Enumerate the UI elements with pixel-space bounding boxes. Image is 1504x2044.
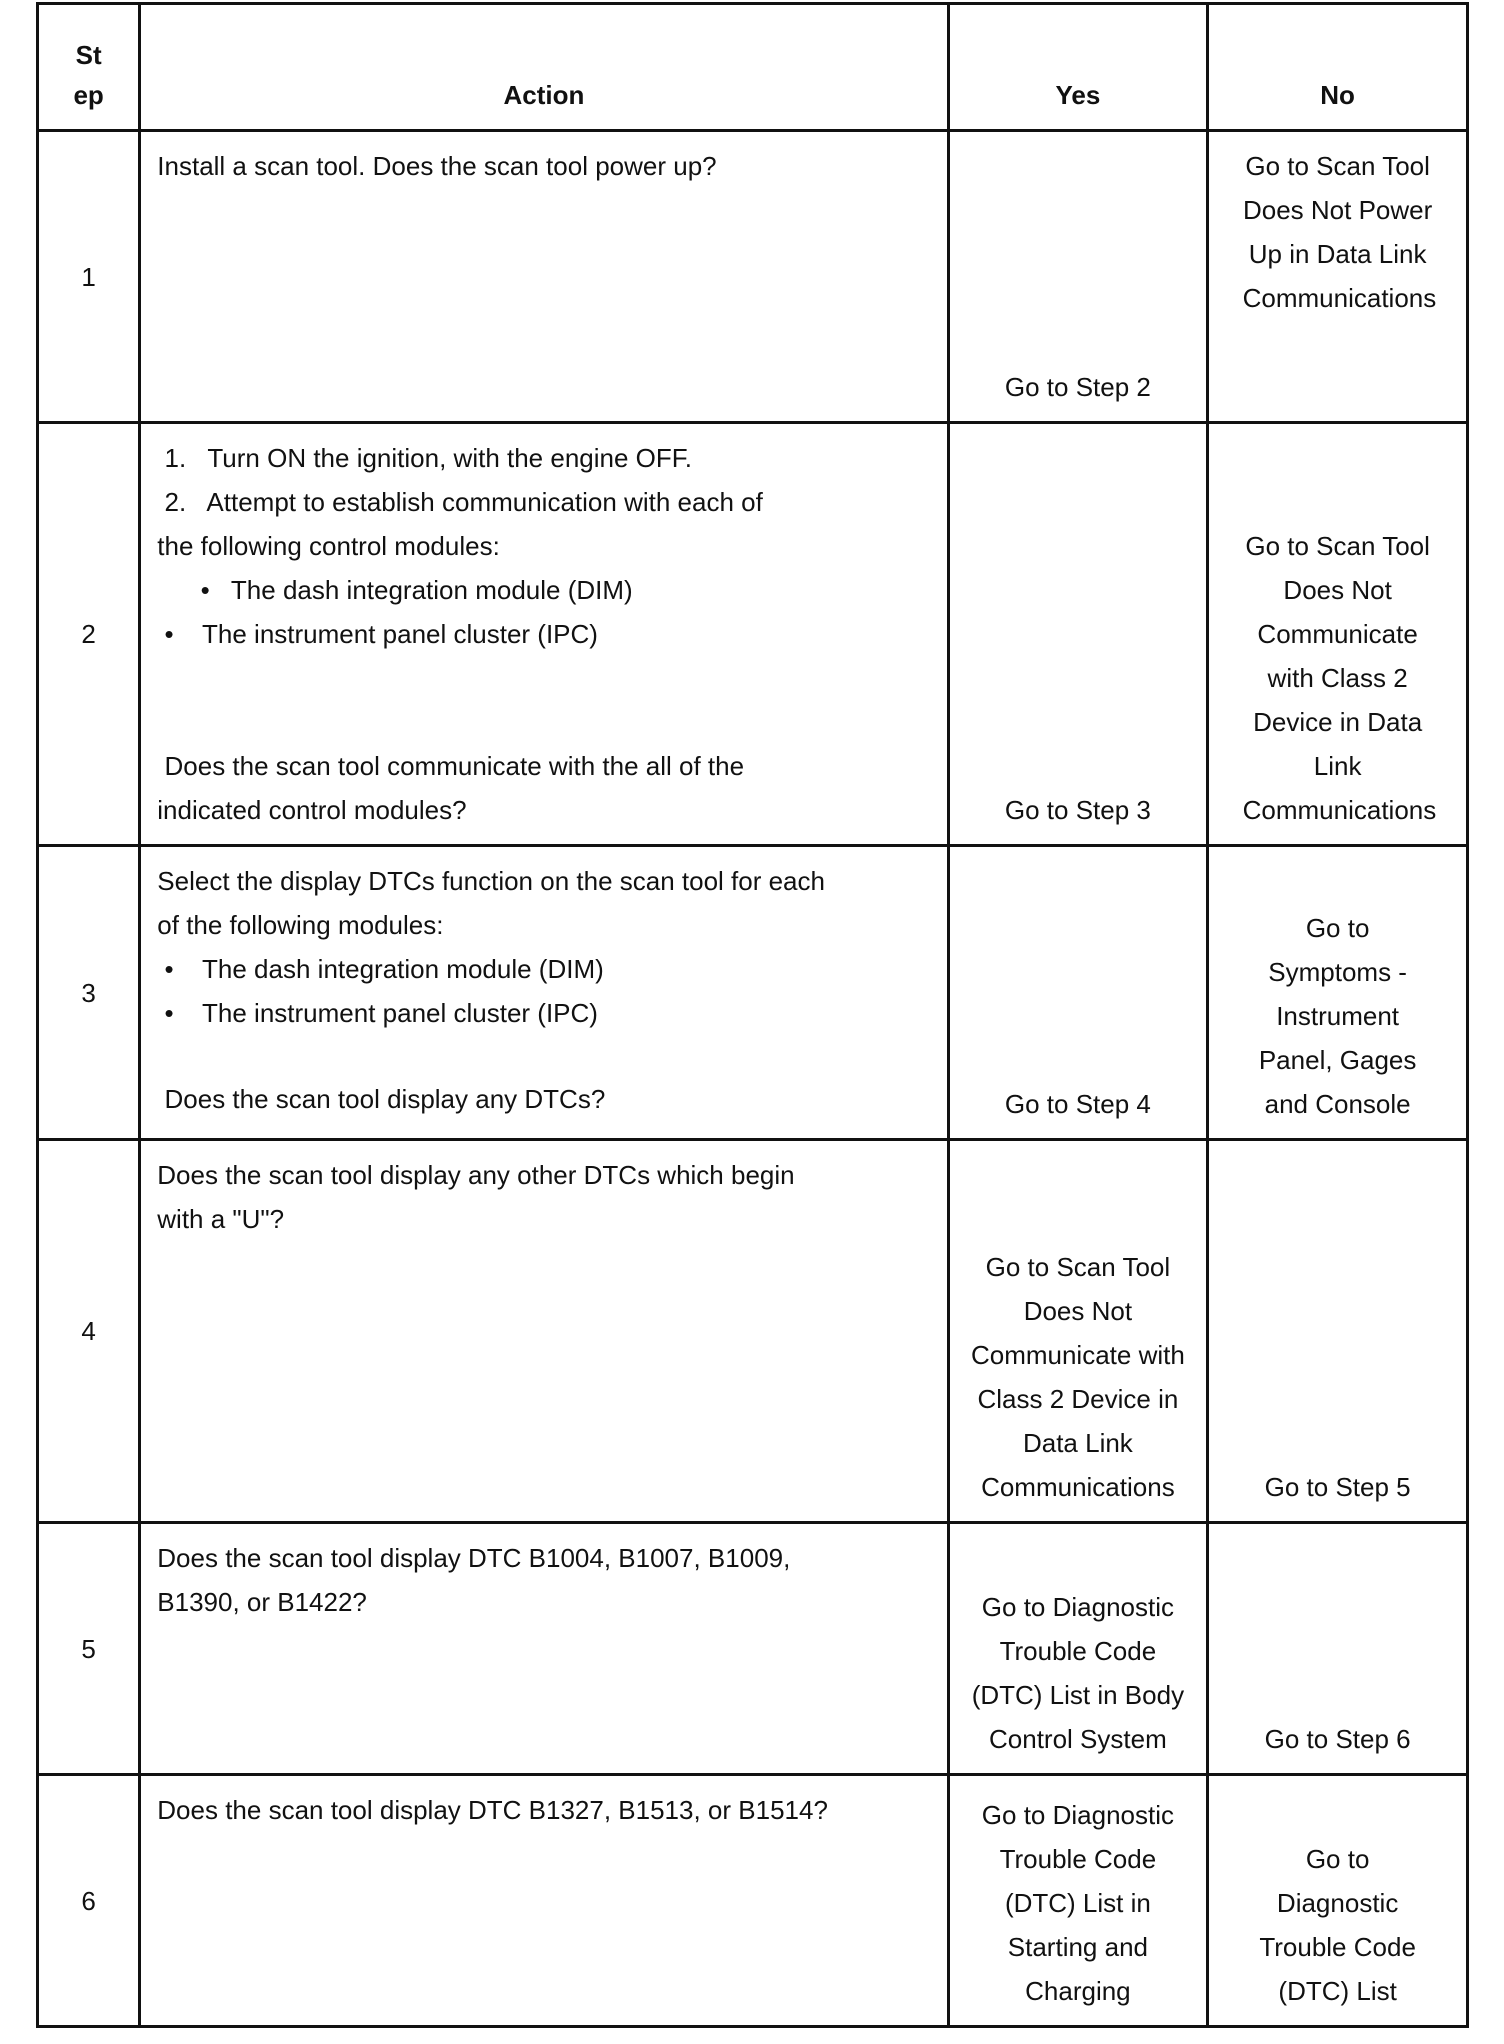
step-number: 3	[38, 846, 140, 1140]
no-link[interactable]: Go to Step 6	[1264, 1724, 1411, 1754]
no-link[interactable]: Go to Scan Tool Does Not Power Up in Data Link Communications	[1242, 151, 1437, 313]
action-line: • The instrument panel cluster (IPC)	[157, 619, 598, 649]
action-line: • The dash integration module (DIM)	[157, 954, 604, 984]
yes-cell	[948, 131, 1208, 423]
action-line: Does the scan tool display any other DTCs which begin	[157, 1160, 795, 1190]
header-yes: Yes	[948, 4, 1208, 131]
table-row	[38, 1775, 1468, 2027]
yes-link[interactable]: Go to Scan Tool Does Not Communicate with Class 2 Device in Data Link Communications	[970, 1252, 1185, 1502]
action-line: 1. Turn ON the ignition, with the engine OFF.	[157, 443, 692, 473]
no-cell	[1208, 1775, 1468, 2027]
action-line: indicated control modules?	[157, 795, 467, 825]
no-link[interactable]: Go to Diagnostic Trouble Code (DTC) List	[1259, 1844, 1416, 2006]
no-cell	[1208, 1523, 1468, 1775]
yes-link[interactable]: Go to Diagnostic Trouble Code (DTC) List in Starting and Charging	[981, 1800, 1174, 2006]
no-cell	[1208, 846, 1468, 1140]
action-line: of the following modules:	[157, 910, 444, 940]
table-row	[38, 131, 1468, 423]
yes-link[interactable]: Go to Step 3	[1004, 795, 1151, 825]
action-line: Does the scan tool display any DTCs?	[157, 1084, 606, 1114]
action-line: B1390, or B1422?	[157, 1587, 367, 1617]
table-row	[38, 846, 1468, 1140]
table-row	[38, 423, 1468, 846]
yes-link[interactable]: Go to Step 4	[1004, 1089, 1151, 1119]
action-line: the following control modules:	[157, 531, 500, 561]
no-cell	[1208, 131, 1468, 423]
header-action: Action	[140, 4, 948, 131]
diagnostic-table	[36, 2, 1469, 2028]
yes-cell	[948, 423, 1208, 846]
action-line: Does the scan tool communicate with the all of the	[157, 751, 745, 781]
no-link[interactable]: Go to Scan Tool Does Not Communicate with Class 2 Device in Data Link Communications	[1242, 531, 1437, 825]
yes-link[interactable]: Go to Diagnostic Trouble Code (DTC) List in Body Control System	[971, 1592, 1185, 1754]
step-number: 5	[38, 1523, 140, 1775]
table-row	[38, 1523, 1468, 1775]
step-number: 1	[38, 131, 140, 423]
step-number: 2	[38, 423, 140, 846]
yes-cell	[948, 1140, 1208, 1523]
action-line: Install a scan tool. Does the scan tool power up?	[157, 151, 717, 181]
yes-cell	[948, 846, 1208, 1140]
yes-link[interactable]: Go to Step 2	[1004, 372, 1151, 402]
action-cell	[140, 1140, 948, 1523]
action-line: Does the scan tool display DTC B1004, B1007, B1009,	[157, 1543, 791, 1573]
action-cell	[140, 846, 948, 1140]
step-number: 6	[38, 1775, 140, 2027]
action-line: with a "U"?	[157, 1204, 285, 1234]
action-line: Does the scan tool display DTC B1327, B1513, or B1514?	[157, 1795, 828, 1825]
table-row	[38, 1140, 1468, 1523]
action-cell	[140, 131, 948, 423]
yes-cell	[948, 1775, 1208, 2027]
action-cell	[140, 1523, 948, 1775]
no-link[interactable]: Go to Step 5	[1264, 1472, 1411, 1502]
header-no: No	[1208, 4, 1468, 131]
action-cell	[140, 1775, 948, 2027]
action-line: • The instrument panel cluster (IPC)	[157, 998, 598, 1028]
yes-cell	[948, 1523, 1208, 1775]
action-line: 2. Attempt to establish communication with each of	[157, 487, 763, 517]
no-cell	[1208, 423, 1468, 846]
step-number: 4	[38, 1140, 140, 1523]
header-step: St ep	[38, 4, 140, 131]
no-link[interactable]: Go to Symptoms - Instrument Panel, Gages and Console	[1258, 913, 1417, 1119]
action-cell	[140, 423, 948, 846]
action-line: • The dash integration module (DIM)	[157, 575, 633, 605]
no-cell	[1208, 1140, 1468, 1523]
action-line: Select the display DTCs function on the scan tool for each	[157, 866, 825, 896]
header-row	[38, 4, 1468, 131]
